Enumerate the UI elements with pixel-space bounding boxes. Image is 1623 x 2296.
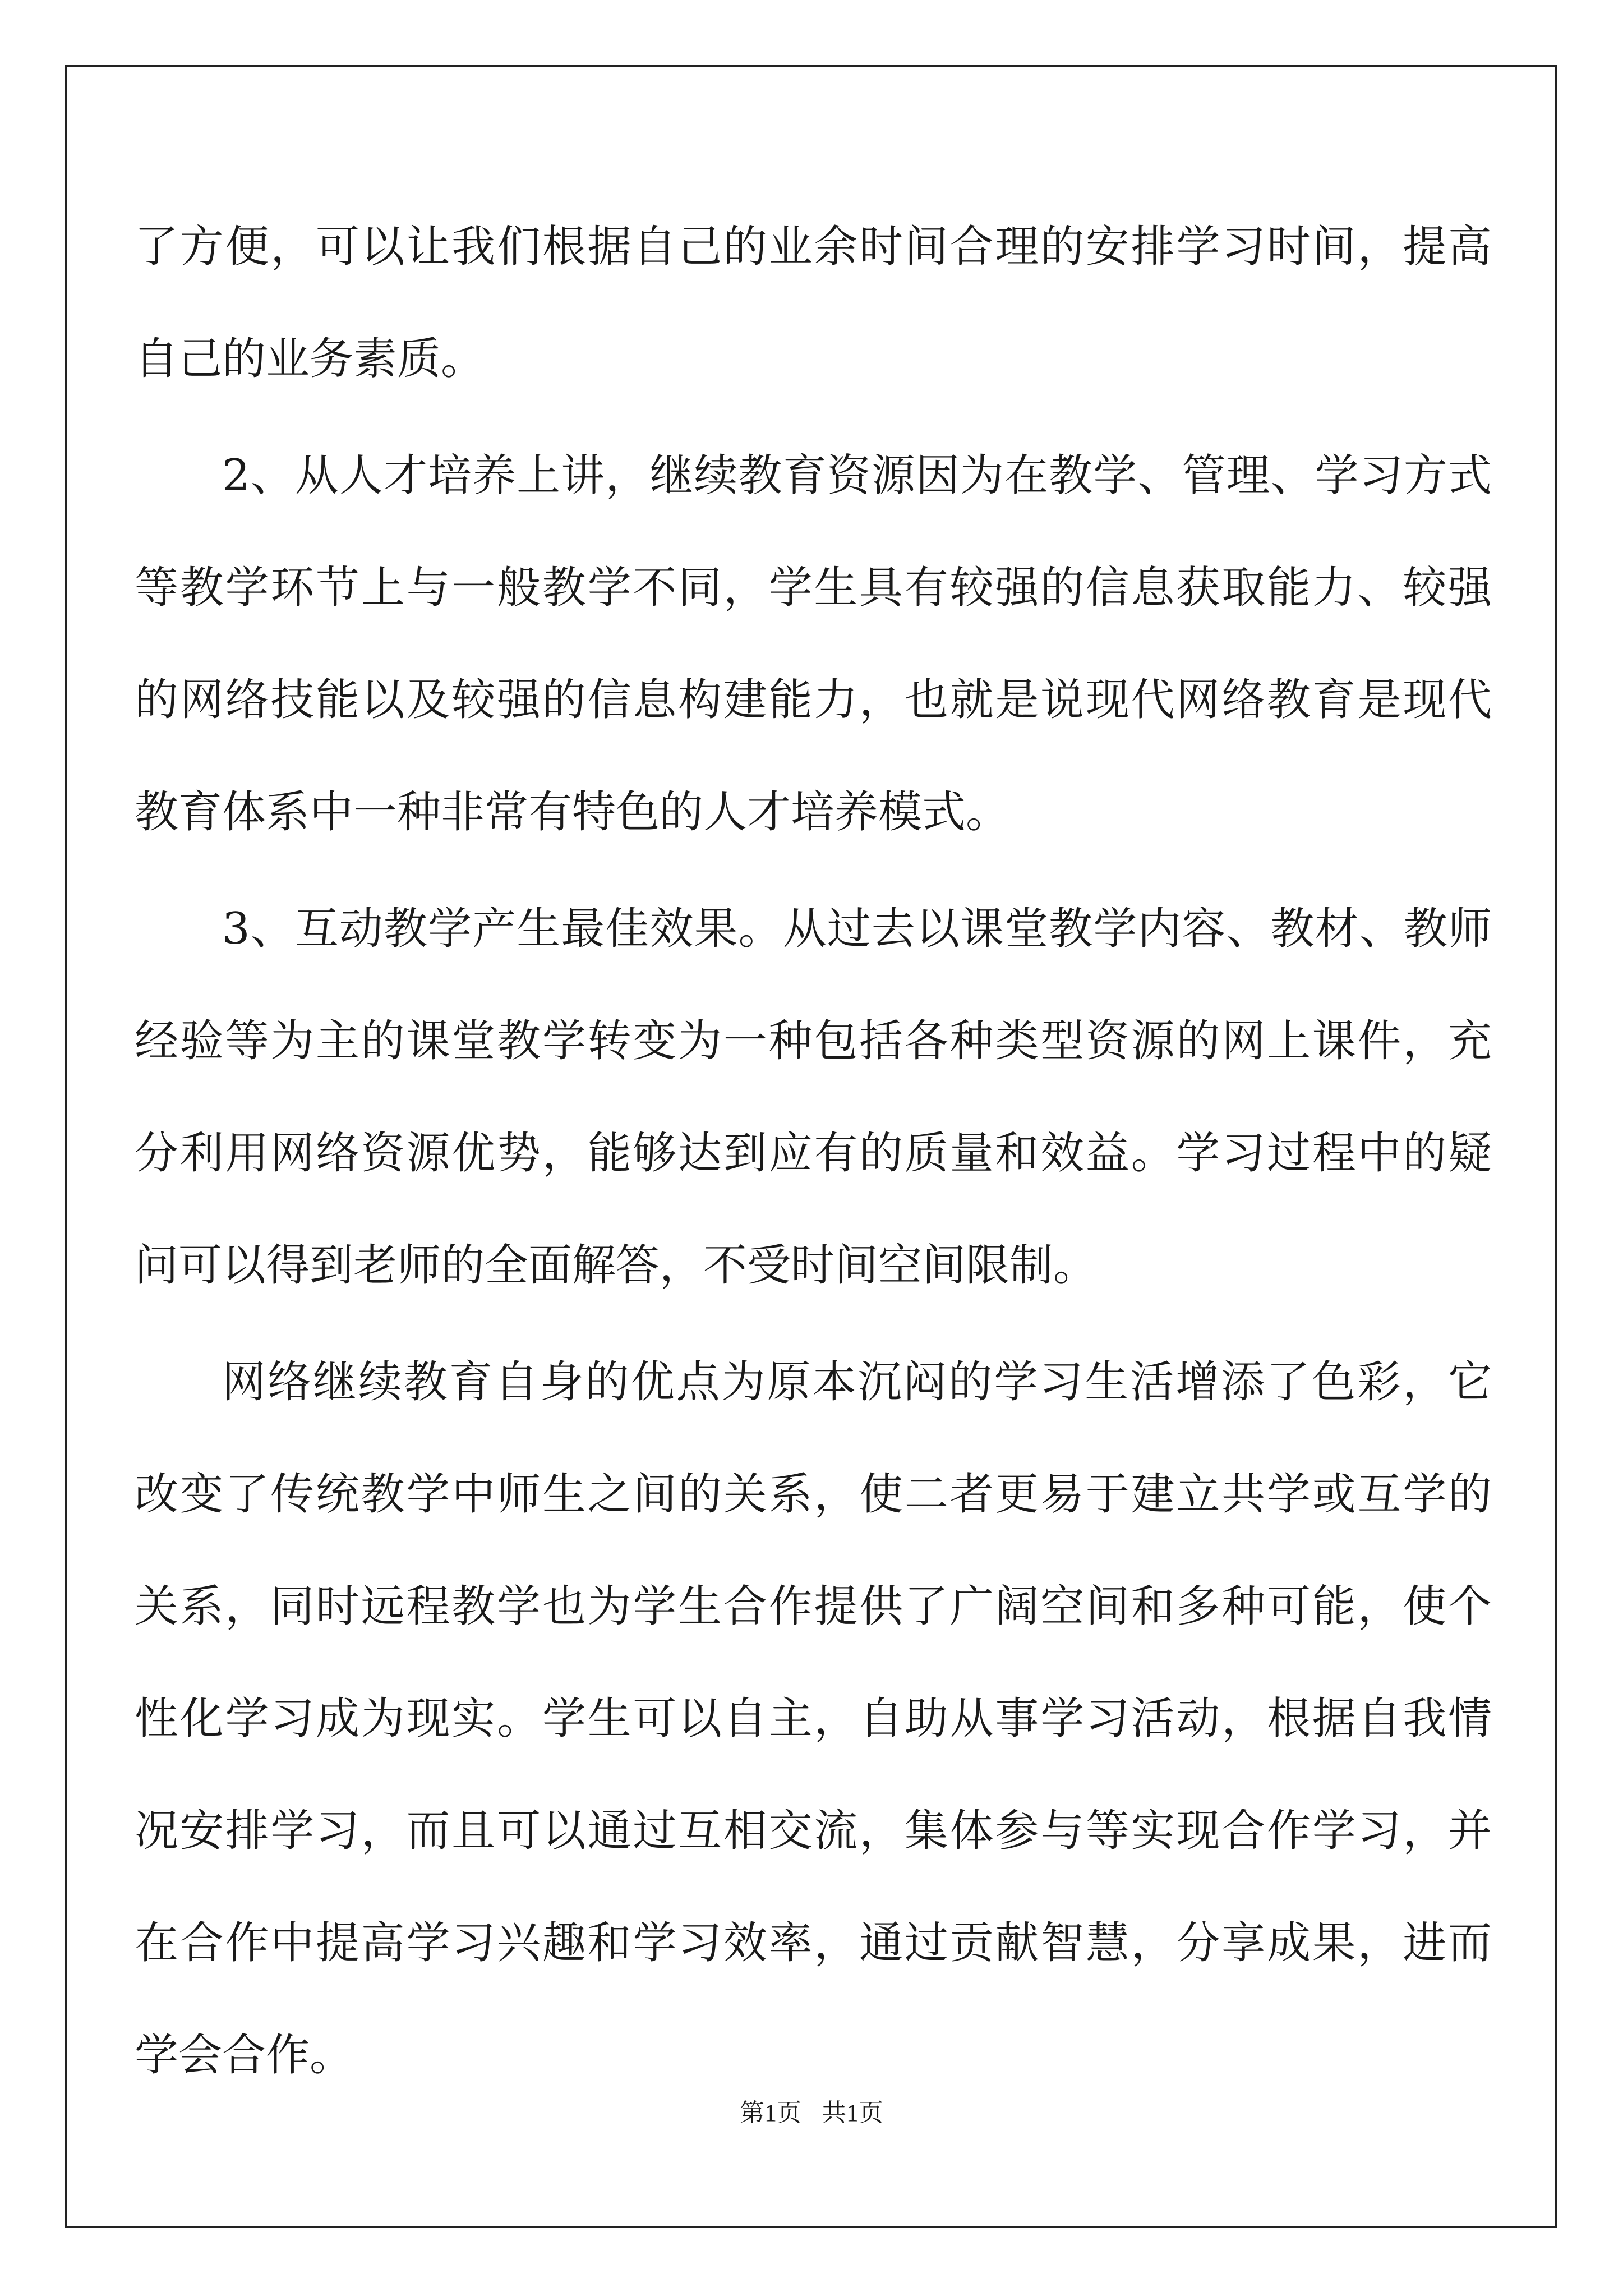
text-line: 2、从人才培养上讲，继续教育资源因为在教学、管理、学习方式 bbox=[222, 450, 1492, 501]
text-line: 问可以得到老师的全面解答，不受时间空间限制。 bbox=[135, 1240, 1098, 1291]
text-line: 3、互动教学产生最佳效果。从过去以课堂教学内容、教材、教师 bbox=[222, 904, 1492, 954]
text-line: 关系，同时远程教学也为学生合作提供了广阔空间和多种可能，使个 bbox=[135, 1581, 1492, 1632]
page-total: 共1页 bbox=[822, 2099, 883, 2127]
text-line: 况安排学习，而且可以通过互相交流，集体参与等实现合作学习，并 bbox=[135, 1806, 1492, 1856]
text-line: 分利用网络资源优势，能够达到应有的质量和效益。学习过程中的疑 bbox=[135, 1128, 1492, 1179]
text-line: 自己的业务素质。 bbox=[135, 334, 485, 384]
text-line: 学会合作。 bbox=[135, 2030, 354, 2081]
document-body bbox=[135, 191, 1492, 2111]
paragraph bbox=[135, 420, 1492, 868]
paragraph bbox=[135, 873, 1492, 1322]
paragraph bbox=[135, 191, 1492, 415]
paragraph bbox=[135, 1326, 1492, 2111]
page-footer bbox=[0, 2092, 1623, 2128]
text-line: 的网络技能以及较强的信息构建能力，也就是说现代网络教育是现代 bbox=[135, 675, 1492, 725]
text-line: 性化学习成为现实。学生可以自主，自助从事学习活动，根据自我情 bbox=[135, 1694, 1492, 1744]
text-line: 了方便，可以让我们根据自己的业余时间合理的安排学习时间，提高 bbox=[135, 222, 1492, 272]
text-line: 等教学环节上与一般教学不同，学生具有较强的信息获取能力、较强 bbox=[135, 563, 1492, 613]
page-number: 第1页 bbox=[740, 2099, 801, 2127]
text-line: 经验等为主的课堂教学转变为一种包括各种类型资源的网上课件，充 bbox=[135, 1016, 1492, 1066]
text-line: 教育体系中一种非常有特色的人才培养模式。 bbox=[135, 787, 1010, 838]
text-line: 网络继续教育自身的优点为原本沉闷的学习生活增添了色彩，它 bbox=[222, 1357, 1492, 1407]
text-line: 改变了传统教学中师生之间的关系，使二者更易于建立共学或互学的 bbox=[135, 1469, 1492, 1520]
text-line: 在合作中提高学习兴趣和学习效率，通过贡献智慧，分享成果，进而 bbox=[135, 1918, 1492, 1968]
